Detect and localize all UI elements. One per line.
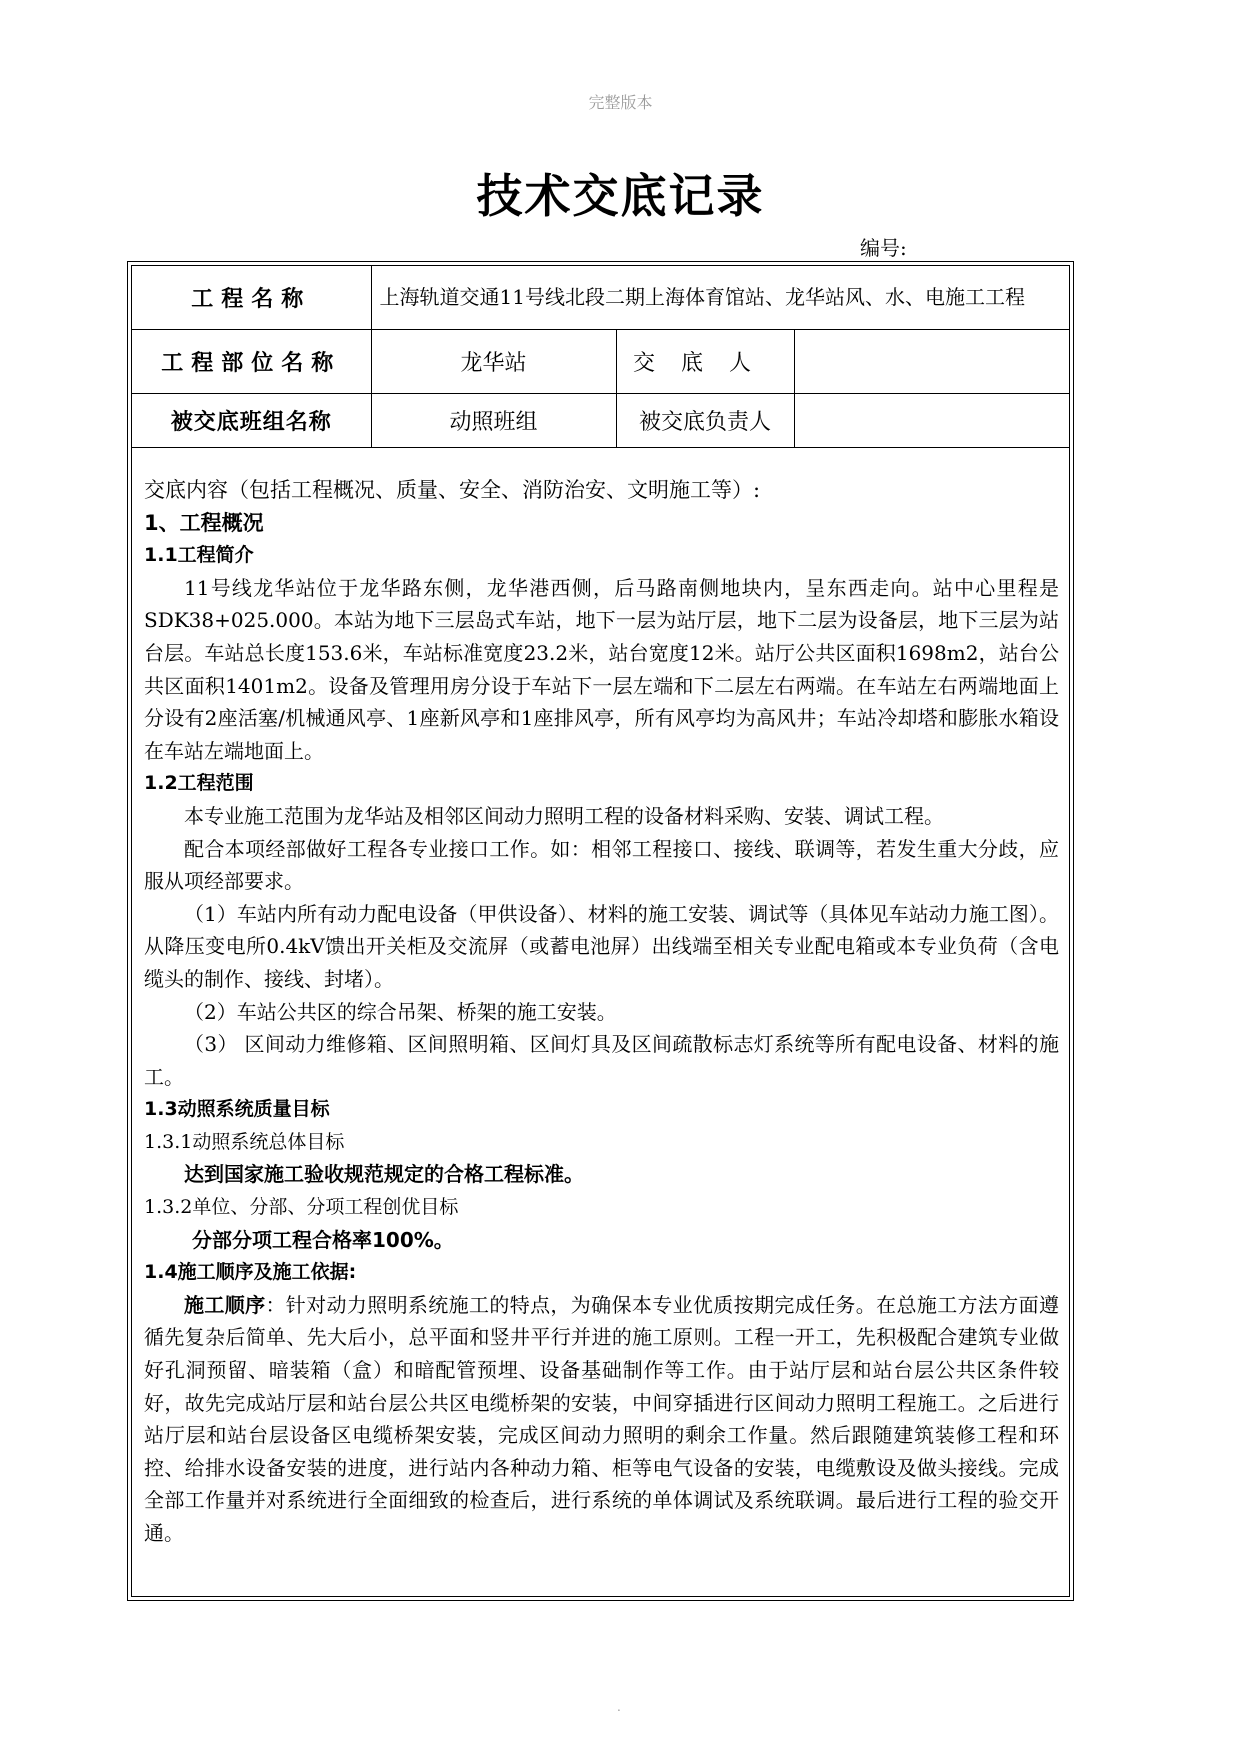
quality-goal-pass-rate: 分部分项工程合格率100%。 [192, 1227, 454, 1252]
project-name-label: 工程名称 [132, 266, 371, 329]
section-1-1-heading: 1.1工程简介 [144, 544, 254, 567]
sequence-text: ：针对动力照明系统施工的特点，为确保本专业优质按期完成任务。在总施工方法方面遵循先复杂后简单、先大后小，总平面和竖井平行并进的施工原则。工程一开工，先积极配合建筑专业做好孔洞预留、暗装箱（盒）和暗配管预埋、设备基础制作等工作。由于站厅层和站台层公共区条件较好，故先完成站厅层和站台层公共区电缆桥架的安装，中间穿插进行区间动力照明工程施工。之后进行站厅层和站台层设备区电缆桥架安装，完成区间动力照明的剩余工作量。然后跟随建筑装修工程和环控、给排水设备安装的进度，进行站内各种动力箱、柜等电气设备的安装，电缆敷设及做头接线。完成全部工作量并对系统进行全面细致的检查后，进行系统的单体调试及系统联调。最后进行工程的验交开通。 [144, 1292, 1060, 1545]
sequence-label: 施工顺序 [184, 1292, 266, 1317]
project-name-value: 上海轨道交通11号线北段二期上海体育馆站、龙华站风、水、电施工工程 [371, 266, 1069, 329]
team-value: 动照班组 [371, 393, 616, 447]
record-inner-frame [131, 265, 1070, 1597]
paragraph-interface: 配合本项经部做好工程各专业接口工作。如：相邻工程接口、接线、联调等，若发生重大分歧，应服从项经部要求。 [144, 836, 1059, 894]
part-label: 工程部位名称 [132, 329, 371, 393]
paragraph-scope: 本专业施工范围为龙华站及相邻区间动力照明工程的设备材料采购、安装、调试工程。 [184, 803, 944, 828]
discloser-label: 交底人 [616, 329, 794, 393]
record-frame [127, 261, 1074, 1601]
paragraph-sequence [144, 1289, 1059, 1550]
footer-mark: . [617, 1700, 621, 1714]
section-1-3-1-heading: 1.3.1动照系统总体目标 [144, 1130, 345, 1153]
header-note: 完整版本 [588, 93, 653, 112]
document-number-label: 编号: [860, 236, 907, 260]
paragraph-item-2: （2）车站公共区的综合吊架、桥架的施工安装。 [184, 999, 617, 1024]
row-project-name [132, 266, 1069, 329]
paragraph-overview: 11号线龙华站位于龙华路东侧，龙华港西侧，后马路南侧地块内，呈东西走向。站中心里程是SDK38+025.000。本站为地下三层岛式车站，地下一层为站厅层，地下二层为设备层，地下三层为站台层。车站总长度153.6米，车站标准宽度23.2米，站台宽度12米。站厅公共区面积1698m2，站台公共区面积1401m2。设备及管理用房分设于车站下一层左端和下二层左右两端。在车站左右两端地面上分设有2座活塞/机械通风亭、1座新风亭和1座排风亭，所有风亭均为高风井；车站冷却塔和膨胀水箱设在车站左端地面上。 [144, 575, 1059, 763]
paragraph-item-1: （1）车站内所有动力配电设备（甲供设备）、材料的施工安装、调试等（具体见车站动力施工图）。从降压变电所0.4kV馈出开关柜及交流屏（或蓄电池屏）出线端至相关专业配电箱或本专业负荷（含电缆头的制作、接线、封堵）。 [144, 901, 1059, 991]
receiver-value [794, 393, 1069, 447]
info-table [132, 266, 1069, 448]
section-1-3-2-heading: 1.3.2单位、分部、分项工程创优目标 [144, 1196, 459, 1219]
receiver-label: 被交底负责人 [616, 393, 794, 447]
section-1-4-heading: 1.4施工顺序及施工依据: [144, 1261, 357, 1284]
disclosure-content [144, 474, 1059, 1550]
row-team [132, 393, 1069, 447]
content-lead: 交底内容（包括工程概况、质量、安全、消防治安、文明施工等）: [144, 478, 761, 502]
document-title: 技术交底记录 [476, 169, 765, 223]
section-1-3-heading: 1.3动照系统质量目标 [144, 1098, 330, 1121]
quality-goal-overall: 达到国家施工验收规范规定的合格工程标准。 [184, 1162, 584, 1187]
section-1-2-heading: 1.2工程范围 [144, 772, 254, 795]
paragraph-item-3: （3） 区间动力维修箱、区间照明箱、区间灯具及区间疏散标志灯系统等所有配电设备、材料的施工。 [144, 1032, 1059, 1089]
section-1-heading: 1、工程概况 [144, 510, 264, 535]
discloser-value [794, 329, 1069, 393]
row-part [132, 329, 1069, 393]
part-value: 龙华站 [371, 329, 616, 393]
team-label: 被交底班组名称 [132, 393, 371, 447]
